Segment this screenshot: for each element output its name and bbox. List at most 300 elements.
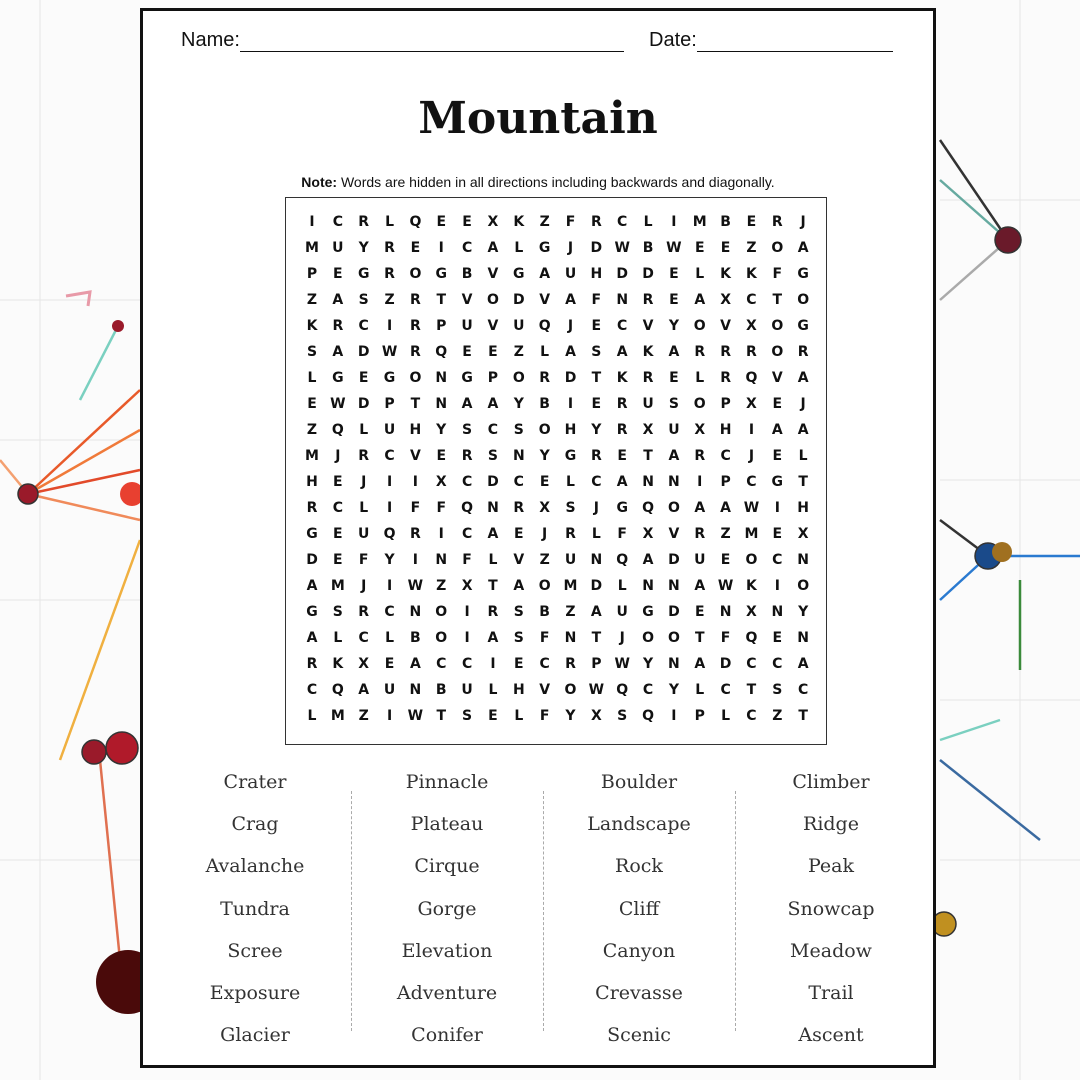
grid-letter: X [590,708,602,724]
grid-letter: J [361,578,367,594]
grid-letter: Z [720,526,731,542]
grid-letter: Z [746,240,757,256]
grid-letter: L [514,240,524,256]
grid-letter: E [410,240,421,256]
grid-letter: R [694,526,706,542]
grid-letter: P [694,708,705,724]
grid-letter: R [694,448,706,464]
grid-letter: C [617,214,628,230]
word-list-item: Glacier [220,1024,290,1047]
grid-letter: A [797,656,809,672]
grid-letter: H [512,682,525,698]
grid-letter: C [539,656,550,672]
grid-letter: A [565,344,576,360]
grid-letter: T [591,370,602,386]
grid-letter: L [643,214,653,230]
grid-letter: C [461,240,473,256]
grid-letter: N [719,604,732,620]
grid-letter: T [488,578,498,594]
grid-letter: A [539,266,551,282]
grid-letter: E [488,708,498,724]
grid-letter: A [565,292,576,308]
word-list-item: Crevasse [595,982,683,1004]
grid-letter: E [307,396,317,412]
grid-letter: X [720,292,731,308]
grid-letter: A [616,344,628,360]
grid-letter: I [464,604,470,620]
grid-letter: T [436,292,447,308]
word-list-item: Cirque [414,855,480,878]
grid-row [286,682,826,708]
grid-letter: E [591,318,602,334]
grid-letter: A [797,240,809,256]
grid-letter: E [720,552,731,568]
grid-letter: V [642,318,654,334]
grid-letter: L [591,526,601,542]
grid-letter: I [309,214,315,230]
grid-letter: I [490,656,496,672]
grid-letter: S [358,292,369,308]
grid-letter: S [462,422,473,438]
grid-row [286,318,826,344]
grid-letter: T [643,448,653,464]
grid-letter: Y [565,708,576,724]
grid-letter: I [386,500,393,516]
grid-letter: O [771,344,784,360]
grid-row [286,344,826,370]
grid-letter: Q [435,344,448,360]
grid-letter: T [694,630,705,646]
grid-letter: W [666,240,682,256]
grid-letter: B [461,266,473,282]
grid-letter: Q [745,370,758,386]
word-list-item: Peak [807,855,854,878]
grid-letter: Y [358,240,369,256]
grid-letter: C [436,656,447,672]
grid-letter: I [386,708,393,724]
grid-letter: G [357,266,370,282]
grid-letter: R [513,500,525,516]
grid-letter: H [590,266,603,282]
grid-letter: E [358,370,369,386]
grid-letter: T [591,630,602,646]
grid-letter: N [435,552,448,568]
grid-letter: N [668,578,680,594]
grid-letter: S [513,630,524,646]
grid-letter: A [487,526,499,542]
grid-letter: O [538,578,551,594]
grid-letter: R [358,604,370,620]
grid-letter: T [746,682,757,698]
grid-letter: G [642,604,654,620]
word-list-item: Trail [808,982,854,1004]
grid-letter: E [488,344,498,360]
grid-letter: R [539,370,551,386]
grid-letter: F [462,552,472,568]
grid-letter: D [590,240,603,256]
grid-letter: K [746,266,757,282]
date-field[interactable] [649,29,893,52]
grid-letter: P [720,474,731,490]
grid-letter: F [410,500,421,516]
grid-letter: N [797,552,809,568]
grid-letter: L [514,708,524,724]
grid-letter: G [461,370,473,386]
grid-letter: R [332,318,344,334]
grid-letter: I [464,630,470,646]
grid-letter: E [772,396,783,412]
word-list-item: Canyon [602,939,676,962]
grid-letter: D [306,552,318,568]
grid-letter: B [720,214,731,230]
grid-letter: W [381,344,398,360]
grid-letter: T [410,396,421,412]
grid-letter: N [435,370,448,386]
grid-letter: O [512,370,525,386]
grid-letter: I [386,578,393,594]
grid-letter: I [412,474,418,490]
grid-letter: E [720,240,731,256]
grid-letter: G [513,266,525,282]
grid-letter: H [409,422,422,438]
grid-letter: E [669,370,679,386]
grid-letter: V [720,318,732,334]
grid-letter: Q [331,422,344,438]
grid-letter: O [642,630,654,646]
grid-letter: F [539,708,550,724]
grid-letter: U [383,682,396,698]
grid-letter: R [410,318,421,334]
grid-letter: L [566,474,575,490]
grid-letter: R [797,344,809,360]
grid-letter: S [617,708,628,724]
grid-letter: O [771,318,784,334]
grid-letter: D [668,552,680,568]
grid-letter: A [668,448,680,464]
grid-letter: Q [409,214,422,230]
grid-row [286,240,826,266]
grid-letter: K [746,578,757,594]
name-field[interactable] [181,29,624,52]
grid-letter: Z [306,292,318,308]
grid-letter: L [695,266,705,282]
word-list-item: Elevation [401,939,493,962]
grid-letter: J [335,448,341,464]
grid-letter: C [306,682,318,698]
word-list-item: Plateau [410,813,484,836]
grid-letter: N [771,604,784,620]
grid-letter: F [772,266,783,282]
grid-letter: D [357,396,370,412]
grid-letter: S [591,344,602,360]
word-list-item: Conifer [411,1024,483,1047]
grid-letter: T [798,708,808,724]
grid-letter: B [410,630,421,646]
grid-letter: L [359,500,369,516]
grid-letter: S [462,708,473,724]
word-list-item: Climber [792,771,870,793]
grid-letter: U [564,552,577,568]
grid-letter: C [384,604,395,620]
word-list-item: Exposure [209,982,301,1004]
grid-letter: V [487,266,499,282]
instructions-note [143,174,933,190]
grid-letter: N [642,474,654,490]
grid-letter: Y [668,318,679,334]
grid-letter: E [772,526,783,542]
grid-row [286,214,826,240]
word-list-item: Pinnacle [405,771,489,793]
grid-row [286,708,826,734]
grid-letter: D [719,656,732,672]
word-list-item: Cliff [618,897,660,920]
grid-letter: S [332,604,343,620]
grid-letter: L [307,370,317,386]
word-list-item: Landscape [587,813,691,836]
grid-letter: Q [616,552,629,568]
grid-letter: D [564,370,577,386]
word-list-item: Ridge [803,813,859,836]
grid-letter: M [330,578,345,594]
grid-letter: A [513,578,525,594]
grid-row [286,266,826,292]
grid-letter: W [588,682,605,698]
grid-letter: O [486,292,499,308]
grid-letter: E [772,448,783,464]
grid-letter: N [409,604,422,620]
grid-row [286,578,826,604]
grid-letter: B [539,396,550,412]
grid-letter: C [617,318,628,334]
grid-letter: G [797,266,809,282]
grid-letter: G [306,526,318,542]
grid-letter: K [306,318,318,334]
grid-letter: C [772,552,783,568]
grid-letter: E [746,214,757,230]
grid-letter: C [461,656,473,672]
grid-letter: C [384,448,395,464]
grid-letter: I [438,240,444,256]
grid-letter: B [435,682,447,698]
grid-letter: B [539,604,550,620]
grid-letter: Y [591,422,602,438]
grid-letter: A [487,240,499,256]
grid-letter: N [616,292,629,308]
grid-letter: S [487,448,498,464]
grid-letter: C [591,474,602,490]
grid-letter: O [667,500,680,516]
grid-letter: E [617,448,627,464]
grid-letter: X [746,604,757,620]
grid-letter: Y [642,656,654,672]
grid-letter: S [513,604,524,620]
grid-letter: W [743,500,760,516]
grid-letter: A [771,422,783,438]
grid-letter: Z [539,552,550,568]
grid-letter: E [333,526,343,542]
grid-letter: X [358,656,370,672]
word-list-item: Adventure [396,982,498,1004]
grid-letter: F [617,526,627,542]
grid-letter: E [384,656,395,672]
grid-letter: D [512,292,525,308]
grid-letter: U [358,526,370,542]
grid-letter: W [407,708,424,724]
grid-letter: R [720,370,731,386]
grid-letter: R [642,292,654,308]
grid-row [286,552,826,578]
grid-letter: R [590,448,602,464]
grid-letter: C [487,422,499,438]
grid-letter: O [693,318,706,334]
word-list-item: Rock [615,855,663,878]
grid-letter: E [772,630,783,646]
grid-letter: X [435,474,447,490]
grid-letter: V [668,526,680,542]
grid-letter: O [771,240,784,256]
grid-letter: G [771,474,784,490]
grid-letter: A [797,422,809,438]
grid-letter: Q [642,500,654,516]
grid-letter: D [616,266,628,282]
grid-letter: J [567,318,574,334]
grid-letter: C [720,448,731,464]
grid-letter: R [771,214,783,230]
grid-letter: Z [772,708,783,724]
grid-letter: N [668,656,680,672]
grid-letter: J [593,500,599,516]
grid-letter: H [719,422,732,438]
grid-letter: E [436,448,447,464]
grid-letter: E [591,396,602,412]
word-list-item: Boulder [600,771,678,793]
grid-letter: R [306,656,318,672]
grid-letter: N [435,396,448,412]
grid-letter: Z [565,604,576,620]
grid-letter: R [358,448,370,464]
word-list-item: Scree [227,939,283,962]
grid-letter: F [565,214,576,230]
grid-letter: Y [539,448,550,464]
grid-letter: L [695,370,705,386]
grid-letter: C [746,474,757,490]
grid-letter: G [564,448,577,464]
grid-letter: R [616,396,628,412]
grid-letter: E [694,240,705,256]
grid-letter: P [436,318,447,334]
grid-letter: U [383,422,396,438]
grid-letter: A [409,656,421,672]
grid-letter: J [542,526,548,542]
word-list-item: Gorge [417,897,477,920]
grid-letter: C [358,630,369,646]
grid-letter: A [306,630,318,646]
grid-letter: R [642,370,654,386]
grid-letter: M [692,214,707,230]
grid-letter: E [539,474,550,490]
grid-letter: U [668,422,680,438]
grid-letter: O [564,682,577,698]
grid-letter: X [746,396,757,412]
grid-letter: V [487,318,499,334]
grid-letter: O [797,578,810,594]
grid-letter: R [410,344,421,360]
grid-letter: N [564,630,577,646]
grid-letter: I [697,474,703,490]
grid-letter: C [746,708,757,724]
grid-letter: X [642,422,654,438]
grid-letter: Q [642,708,654,724]
grid-letter: E [514,526,524,542]
grid-letter: X [539,500,551,516]
grid-letter: D [668,604,680,620]
grid-letter: R [487,604,499,620]
grid-letter: X [461,578,473,594]
grid-letter: J [567,240,574,256]
grid-letter: J [800,396,806,412]
grid-letter: C [332,500,343,516]
grid-letter: O [745,552,758,568]
grid-letter: C [746,656,757,672]
grid-letter: O [667,630,680,646]
grid-letter: R [746,344,757,360]
grid-letter: L [695,682,705,698]
grid-letter: M [330,708,345,724]
grid-letter: R [565,526,576,542]
grid-letter: I [386,474,393,490]
grid-letter: P [487,370,499,386]
grid-row [286,422,826,448]
grid-row [286,500,826,526]
grid-letter: M [563,578,578,594]
grid-letter: A [694,500,706,516]
grid-letter: I [774,500,780,516]
grid-letter: S [306,344,318,360]
worksheet [140,8,936,1068]
grid-letter: K [720,266,732,282]
grid-letter: G [538,240,551,256]
grid-letter: A [720,500,732,516]
grid-letter: E [462,344,472,360]
grid-letter: C [513,474,524,490]
grid-letter: P [720,396,731,412]
grid-letter: A [358,682,370,698]
grid-letter: L [359,422,369,438]
grid-letter: A [590,604,602,620]
grid-letter: L [721,708,731,724]
grid-letter: C [772,656,783,672]
grid-letter: O [435,630,448,646]
grid-letter: U [694,552,706,568]
grid-letter: W [407,578,424,594]
grid-letter: U [332,240,344,256]
grid-letter: V [409,448,421,464]
grid-letter: I [567,396,574,412]
grid-letter: L [488,682,498,698]
grid-letter: N [512,448,525,464]
grid-letter: N [487,500,499,516]
grid-letter: K [642,344,654,360]
grid-letter: A [668,344,680,360]
grid-letter: C [642,682,654,698]
grid-letter: T [798,474,808,490]
grid-letter: Q [745,630,758,646]
grid-letter: X [487,214,499,230]
grid-letter: R [384,266,395,282]
grid-letter: R [384,240,395,256]
grid-letter: Z [513,344,524,360]
grid-letter: H [797,500,809,516]
